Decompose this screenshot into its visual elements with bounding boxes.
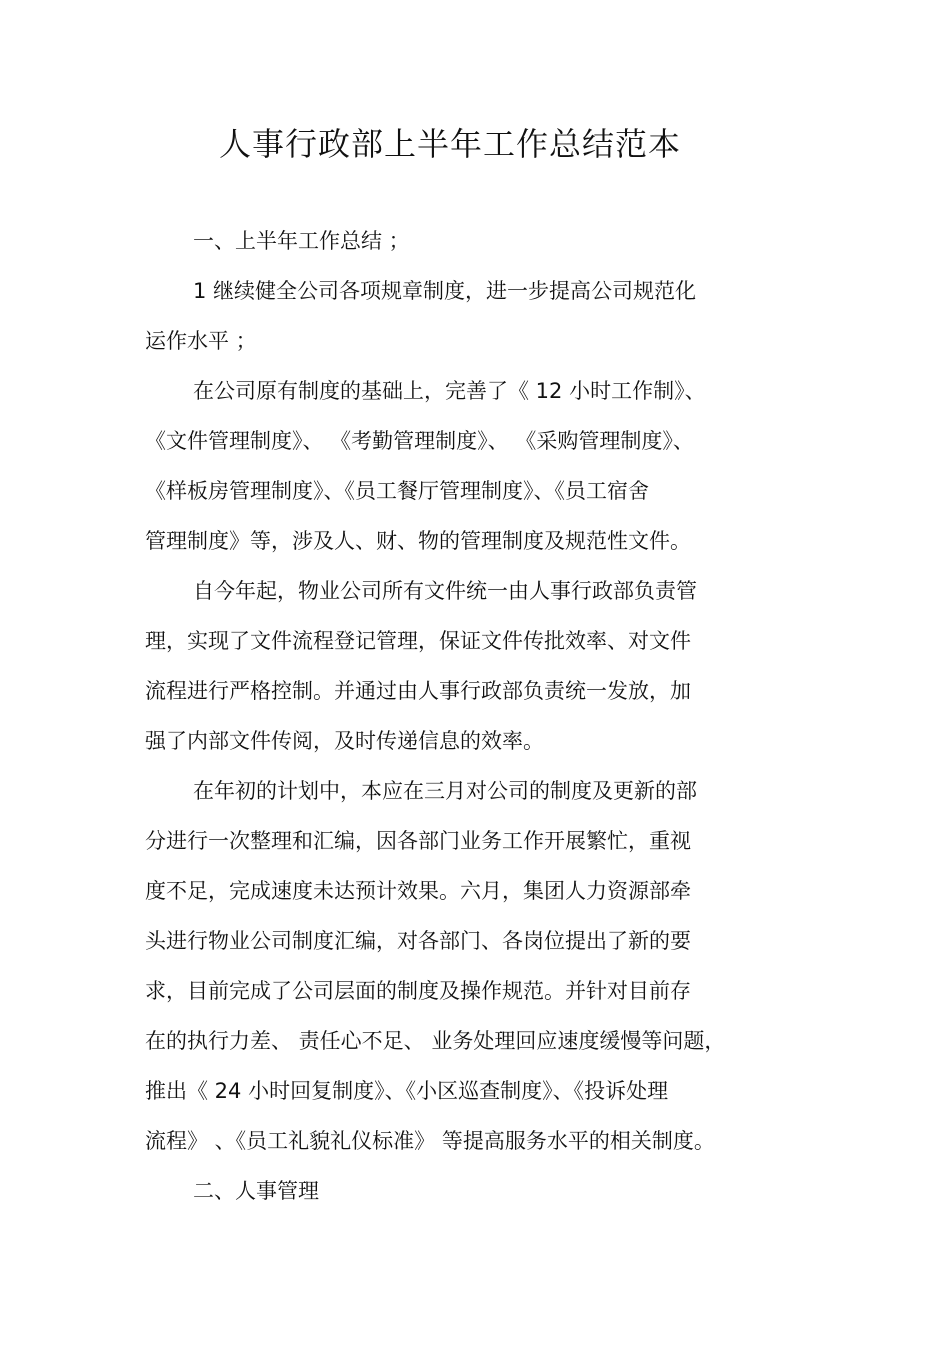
paragraph-line: 分进行一次整理和汇编，因各部门业务工作开展繁忙，重视	[145, 829, 691, 853]
paragraph-line: 头进行物业公司制度汇编，对各部门、各岗位提出了新的要	[145, 929, 691, 953]
document-title: 人事行政部上半年工作总结范本	[218, 125, 681, 163]
paragraph-line: 在的执行力差、 责任心不足、 业务处理回应速度缓慢等问题，	[145, 1029, 726, 1053]
paragraph-line: 推出《 24 小时回复制度》、《小区巡查制度》、《投诉处理	[145, 1079, 669, 1103]
paragraph-line: 在年初的计划中，本应在三月对公司的制度及更新的部	[193, 779, 697, 803]
paragraph-line: 在公司原有制度的基础上，完善了《 12 小时工作制》、	[193, 379, 706, 403]
paragraph-line: 《样板房管理制度》、《员工餐厅管理制度》、《员工宿舍	[145, 479, 649, 503]
paragraph-line: 管理制度》等，涉及人、财、物的管理制度及规范性文件。	[145, 529, 691, 553]
paragraph-line: 自今年起，物业公司所有文件统一由人事行政部负责管	[193, 579, 697, 603]
paragraph-line: 强了内部文件传阅，及时传递信息的效率。	[145, 729, 544, 753]
paragraph-line: 流程》 、《员工礼貌礼仪标准》 等提高服务水平的相关制度。	[145, 1129, 715, 1153]
paragraph-line: 度不足，完成速度未达预计效果。六月，集团人力资源部牵	[145, 879, 691, 903]
paragraph-line: 运作水平 ；	[145, 329, 257, 353]
section-heading-2: 二、人事管理	[193, 1179, 319, 1203]
paragraph-line: 1 继续健全公司各项规章制度，进一步提高公司规范化	[193, 279, 697, 303]
paragraph-line: 求，目前完成了公司层面的制度及操作规范。并针对目前存	[145, 979, 691, 1003]
paragraph-line: 《文件管理制度》、 《考勤管理制度》、 《采购管理制度》、	[145, 429, 694, 453]
section-heading-1: 一、上半年工作总结 ；	[193, 229, 410, 253]
paragraph-line: 理，实现了文件流程登记管理，保证文件传批效率、对文件	[145, 629, 691, 653]
paragraph-line: 流程进行严格控制。并通过由人事行政部负责统一发放，加	[145, 679, 691, 703]
